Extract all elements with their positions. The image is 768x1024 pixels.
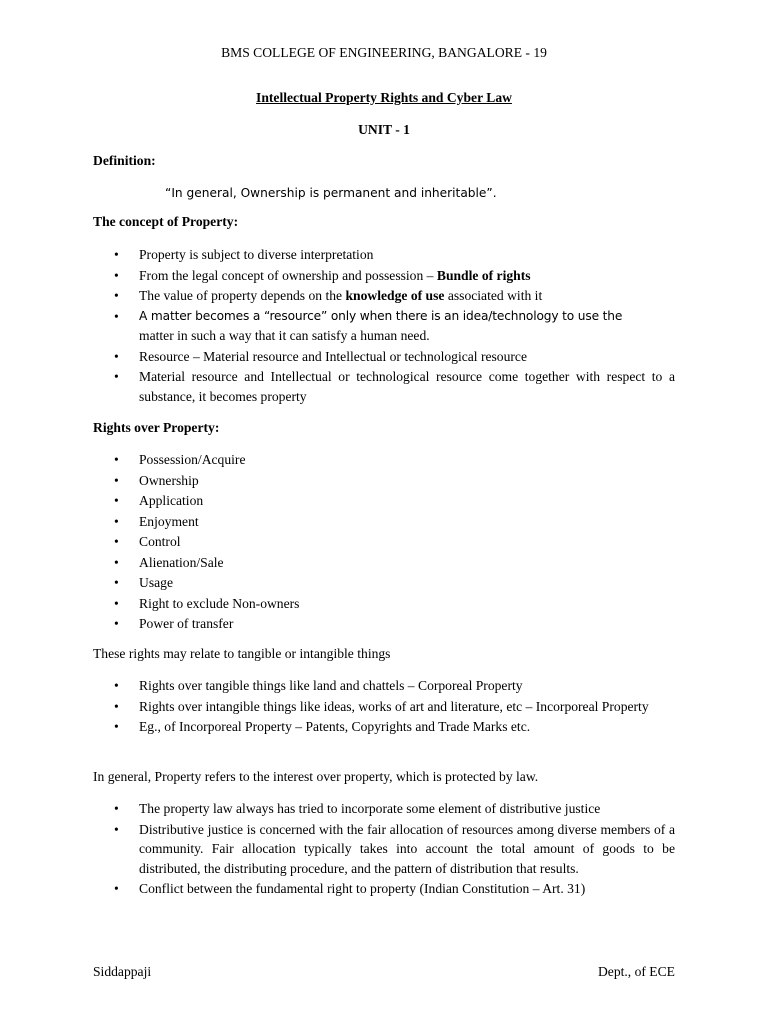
list-item: • Eg., of Incorporeal Property – Patents, Copyrights and Trade Marks etc. (0, 717, 675, 737)
list-item: • From the legal concept of ownership and possession – Bundle of rights (0, 266, 675, 286)
bullet-icon: • (114, 513, 119, 529)
general-list (0, 799, 675, 900)
bullet-icon: • (114, 267, 119, 283)
rights-list (0, 450, 675, 635)
list-item: • Rights over tangible things like land and chattels – Corporeal Property (0, 676, 675, 696)
bullet-icon: • (114, 247, 119, 262)
list-item: • Property is subject to diverse interpretation (0, 245, 675, 265)
list-item: • Application (0, 491, 675, 511)
list-item: • Conflict between the fundamental right to property (Indian Constitution – Art. 31) (0, 879, 675, 899)
list-item: • Material resource and Intellectual or technological resource come together with respect to a substance, it becomes property (114, 369, 675, 404)
list-item: • The property law always has tried to incorporate some element of distributive justice (0, 799, 675, 819)
bullet-icon: • (114, 678, 119, 693)
bullet-icon: • (114, 534, 119, 549)
bullet-icon: • (114, 348, 119, 364)
rights-heading: Rights over Property: (93, 420, 220, 435)
concept-heading: The concept of Property: (93, 214, 239, 229)
bullet-icon: • (114, 369, 119, 384)
document-title: Intellectual Property Rights and Cyber Law (256, 90, 512, 105)
list-item: • Control (0, 532, 675, 552)
list-item: • Enjoyment (0, 512, 675, 532)
bullet-icon: • (114, 801, 119, 816)
list-item: • Rights over intangible things like ideas, works of art and literature, etc – Incorporeal Property (0, 697, 675, 717)
header-institution: BMS COLLEGE OF ENGINEERING, BANGALORE - 19 (221, 45, 547, 60)
bullet-icon: • (114, 616, 119, 631)
list-item: • Alienation/Sale (0, 553, 675, 573)
bullet-icon: • (114, 881, 119, 896)
bullet-icon: • (114, 575, 119, 590)
bullet-icon: • (114, 308, 119, 324)
bullet-icon: • (114, 698, 119, 714)
unit-label: UNIT - 1 (358, 122, 410, 137)
footer-dept: Dept., of ECE (597, 964, 675, 979)
general-intro: In general, Property refers to the interest over property, which is protected by law. (93, 769, 539, 784)
definition-quote: “In general, Ownership is permanent and inheritable”. (165, 186, 497, 200)
list-item: • Possession/Acquire (0, 450, 675, 470)
list-item: • Distributive justice is concerned with the fair allocation of resources among diverse members of a community. Fair allocation typically takes into account the total amount of goods to be distributed, the distributing procedure, and the pattern of distribution that results. (114, 821, 675, 876)
bullet-icon: • (114, 452, 119, 467)
list-item: • Resource – Material resource and Intellectual or technological resource (0, 347, 675, 367)
list-item: • The value of property depends on the knowledge of use associated with it (0, 286, 675, 306)
definition-heading: Definition: (93, 153, 156, 168)
bullet-icon: • (114, 595, 119, 611)
list-item: • Usage (0, 573, 675, 593)
footer-author: Siddappaji (93, 964, 152, 979)
tangible-intro: These rights may relate to tangible or intangible things (93, 646, 391, 661)
bullet-icon: • (114, 719, 119, 734)
bullet-icon: • (114, 288, 119, 303)
bullet-icon: • (114, 472, 119, 488)
concept-list (0, 245, 675, 407)
list-item: • Power of transfer (0, 614, 675, 634)
tangible-list (0, 676, 675, 738)
bullet-icon: • (114, 493, 119, 508)
list-item: • A matter becomes a “resource” only when there is an idea/technology to use the matter in such a way that it can satisfy a human need. (114, 308, 623, 343)
bullet-icon: • (114, 821, 119, 837)
list-item: • Ownership (0, 471, 675, 491)
list-item: • Right to exclude Non-owners (0, 594, 675, 614)
bullet-icon: • (114, 554, 119, 570)
